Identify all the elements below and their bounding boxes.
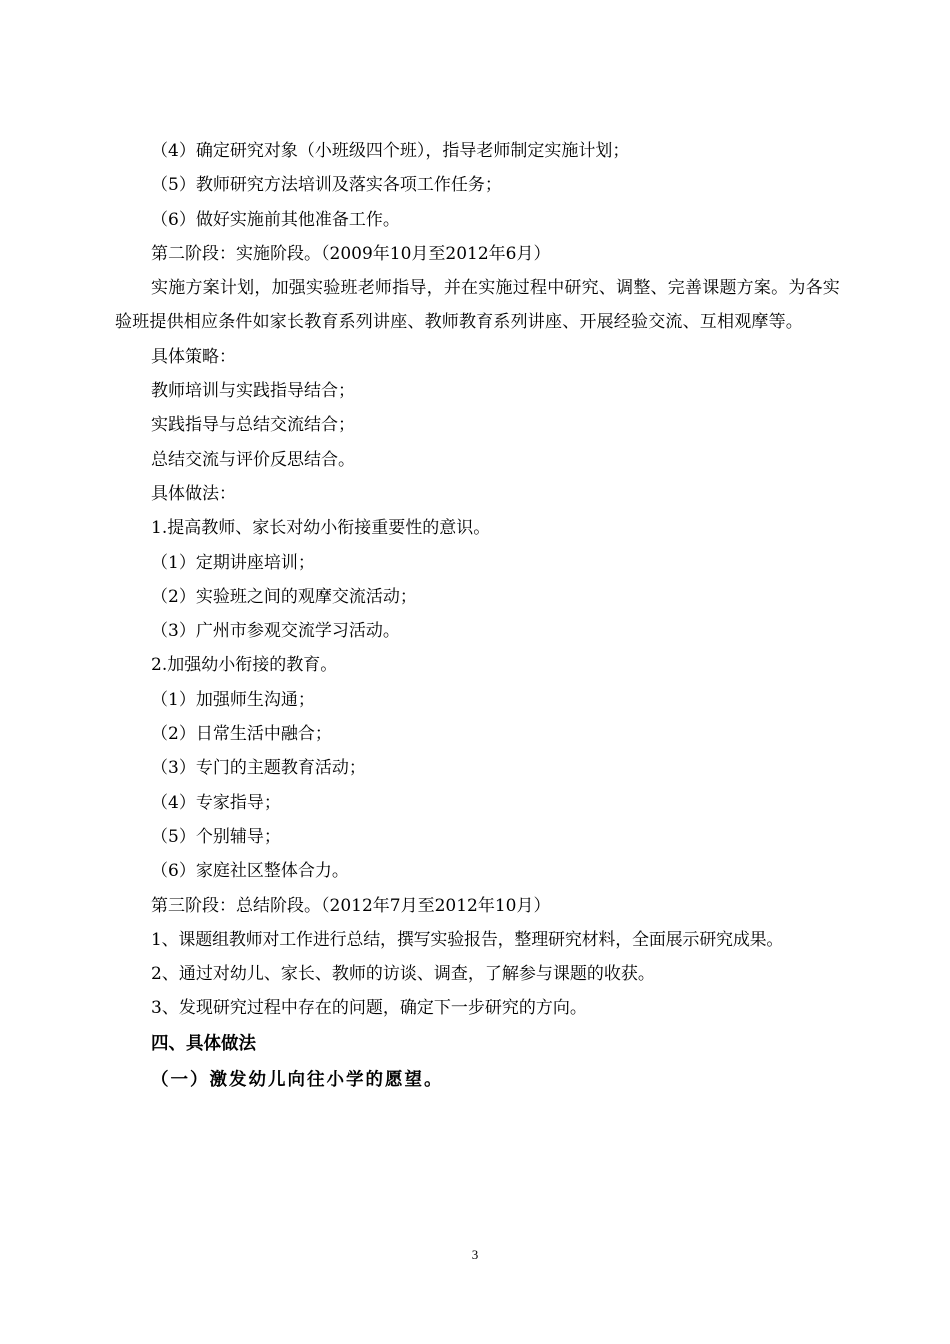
text-line: （4）确定研究对象（小班级四个班），指导老师制定实施计划； <box>151 141 630 161</box>
text-line: （5）教师研究方法培训及落实各项工作任务； <box>151 175 502 196</box>
implementation-paragraph: 实施方案计划，加强实验班老师指导，并在实施过程中研究、调整、完善课题方案。为各实验班提供相应条件如家长教育系列讲座、教师教育系列讲座、开展经验交流、互相观摩等。 <box>115 278 840 333</box>
method-label: 具体做法： <box>151 483 236 504</box>
subsection-heading: （一）激发幼儿向往小学的愿望。 <box>151 1069 444 1090</box>
stage-three-title: 第三阶段：总结阶段。（2012年7月至2012年10月） <box>151 895 551 916</box>
method-item: 2.加强幼小衔接的教育。 <box>151 655 338 676</box>
method-subitem: （1）加强师生沟通； <box>151 689 315 710</box>
method-subitem: （5）个别辅导； <box>151 826 281 847</box>
method-item: 1.提高教师、家长对幼小衔接重要性的意识。 <box>151 518 491 539</box>
method-subitem: （3）专门的主题教育活动； <box>151 758 366 779</box>
method-subitem: （3）广州市参观交流学习活动。 <box>151 621 400 642</box>
strategy-item: 实践指导与总结交流结合； <box>151 415 355 436</box>
stage-two-title: 第二阶段：实施阶段。（2009年10月至2012年6月） <box>151 243 551 264</box>
summary-item: 1、课题组教师对工作进行总结，撰写实验报告，整理研究材料，全面展示研究成果。 <box>151 929 784 950</box>
method-subitem: （2）日常生活中融合； <box>151 724 332 745</box>
text-line: （6）做好实施前其他准备工作。 <box>151 209 400 230</box>
summary-item: 3、发现研究过程中存在的问题，确定下一步研究的方向。 <box>151 998 587 1019</box>
method-subitem: （4）专家指导； <box>151 792 281 813</box>
section-heading: 四、具体做法 <box>151 1033 256 1054</box>
strategy-label: 具体策略： <box>151 346 236 367</box>
strategy-item: 教师培训与实践指导结合； <box>151 381 355 402</box>
method-subitem: （6）家庭社区整体合力。 <box>151 861 349 882</box>
method-subitem: （1）定期讲座培训； <box>151 552 315 573</box>
document-body <box>115 134 840 1098</box>
strategy-item: 总结交流与评价反思结合。 <box>151 449 355 470</box>
summary-item: 2、通过对幼儿、家长、教师的访谈、调查，了解参与课题的收获。 <box>151 964 655 985</box>
page-number: 3 <box>471 1247 479 1262</box>
method-subitem: （2）实验班之间的观摩交流活动； <box>151 586 417 607</box>
